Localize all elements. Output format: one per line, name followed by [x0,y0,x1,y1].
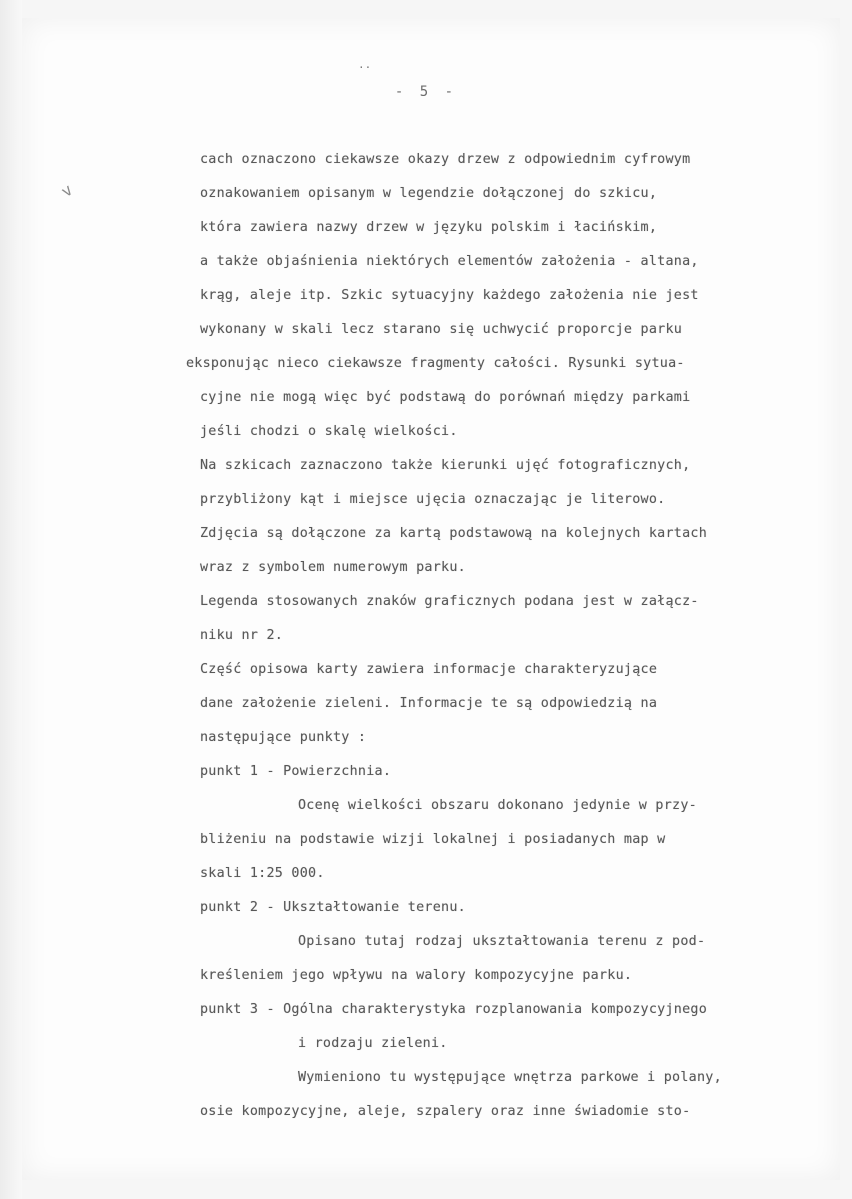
text-line: eksponując nieco ciekawsze fragmenty całości. Rysunki sytua- [186,356,685,371]
text-line: punkt 1 - Powierzchnia. [200,764,392,779]
top-mark: .. [358,58,372,71]
text-line: bliżeniu na podstawie wizji lokalnej i posiadanych map w [200,832,666,847]
text-line: osie kompozycyjne, aleje, szpalery oraz inne świadomie sto- [200,1104,691,1119]
text-line: punkt 3 - Ogólna charakterystyka rozplanowania kompozycyjnego [200,1002,708,1017]
text-line: następujące punkty : [200,730,367,745]
text-line: skali 1:25 000. [200,866,325,881]
text-line: cyjne nie mogą więc być podstawą do porównań między parkami [200,390,691,405]
text-line: niku nr 2. [200,628,284,643]
text-line: która zawiera nazwy drzew w języku polskim i łacińskim, [200,220,658,235]
text-line: Opisano tutaj rodzaj ukształtowania terenu z pod- [298,934,706,949]
text-line: cach oznaczono ciekawsze okazy drzew z odpowiednim cyfrowym [200,152,691,167]
text-line: Zdjęcia są dołączone za kartą podstawową na kolejnych kartach [200,526,708,541]
text-line: wraz z symbolem numerowym parku. [200,560,466,575]
text-line: krąg, aleje itp. Szkic sytuacyjny każdego założenia nie jest [200,288,699,303]
text-line: a także objaśnienia niektórych elementów założenia - altana, [200,254,699,269]
scan-edge-shadow [0,0,22,1199]
text-line: przybliżony kąt i miejsce ujęcia oznaczając je literowo. [200,492,666,507]
text-line: punkt 2 - Ukształtowanie terenu. [200,900,466,915]
text-line: i rodzaju zieleni. [298,1036,448,1051]
text-line: kreśleniem jego wpływu na walory kompozycyjne parku. [200,968,633,983]
page-number: - 5 - [394,84,458,100]
text-line: Na szkicach zaznaczono także kierunki ujęć fotograficznych, [200,458,691,473]
text-line: Ocenę wielkości obszaru dokonano jedynie w przy- [298,798,697,813]
text-line: Wymieniono tu występujące wnętrza parkowe i polany, [298,1070,722,1085]
text-line: jeśli chodzi o skalę wielkości. [200,424,458,439]
text-line: oznakowaniem opisanym w legendzie dołączonej do szkicu, [200,186,658,201]
text-line: wykonany w skali lecz starano się uchwycić proporcje parku [200,322,683,337]
margin-checkmark: v [57,179,77,202]
text-line: Legenda stosowanych znaków graficznych podana jest w załącz- [200,594,699,609]
text-line: dane założenie zieleni. Informacje te są odpowiedzią na [200,696,658,711]
text-line: Część opisowa karty zawiera informacje charakteryzujące [200,662,658,677]
